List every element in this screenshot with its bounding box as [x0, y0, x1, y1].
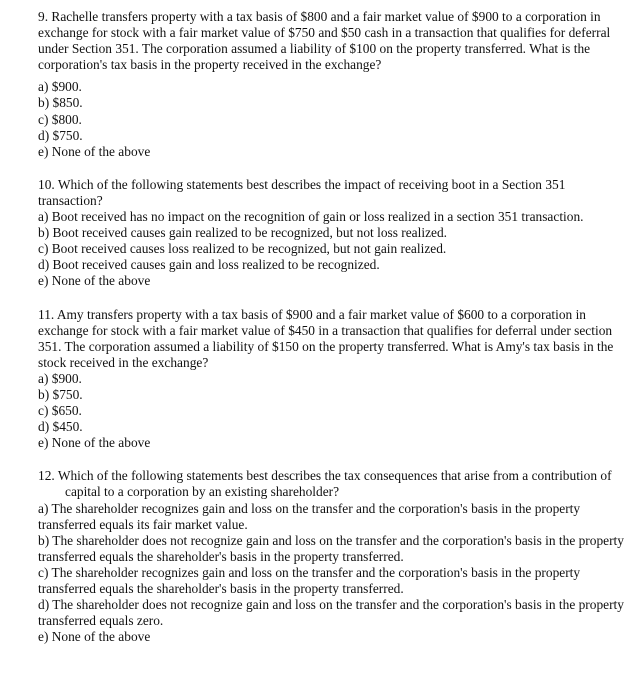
question-9-option-a: a) $900. [38, 79, 82, 95]
question-9-option-d: d) $750. [38, 127, 83, 143]
question-12-option-c: c) The shareholder recognizes gain and loss on the transfer and the corporation's basis in the property transferred equals the shareholder's basis in the property transferred. [38, 564, 581, 596]
question-11-option-b: b) $750. [38, 386, 83, 402]
question-10-options [38, 209, 628, 289]
question-11-option-c: c) $650. [38, 403, 82, 419]
question-12-stem: 12. Which of the following statements best describes the tax consequences that arise from a contribution of capital to a corporation by an existing shareholder? [38, 468, 612, 500]
question-12 [38, 468, 628, 645]
question-9-option-b: b) $850. [38, 95, 83, 111]
question-12-option-b: b) The shareholder does not recognize gain and loss on the transfer and the corporation's basis in the property transferred equals the shareholder's basis in the property transferred. [38, 532, 624, 564]
question-10-option-b: b) Boot received causes gain realized to be recognized, but not loss realized. [38, 225, 447, 241]
question-10-option-a: a) Boot received has no impact on the recognition of gain or loss realized in a section 351 transaction. [38, 209, 584, 225]
question-9-stem: 9. Rachelle transfers property with a tax basis of $800 and a fair market value of $900 to a corporation in exchange for stock with a fair market value of $750 and $50 cash in a transaction that qualifies for deferral under Section 351. The corporation assumed a liability of $100 on the property transferred. What is the corporation's tax basis in the property received in the exchange? [38, 9, 611, 73]
question-12-option-e: e) None of the above [38, 629, 151, 645]
document-page [38, 9, 628, 645]
question-12-options [38, 501, 628, 646]
question-10-option-d: d) Boot received causes gain and loss realized to be recognized. [38, 257, 380, 273]
question-11-options [38, 371, 628, 451]
question-11-option-d: d) $450. [38, 419, 83, 435]
question-11-option-a: a) $900. [38, 370, 82, 386]
question-12-option-d: d) The shareholder does not recognize gain and loss on the transfer and the corporation's basis in the property transferred equals zero. [38, 597, 624, 629]
question-11 [38, 307, 628, 452]
question-10-option-e: e) None of the above [38, 273, 151, 289]
question-10-option-c: c) Boot received causes loss realized to be recognized, but not gain realized. [38, 241, 447, 257]
question-11-option-e: e) None of the above [38, 435, 151, 451]
question-10-stem: 10. Which of the following statements best describes the impact of receiving boot in a Section 351 transaction? [38, 176, 566, 208]
question-9-option-c: c) $800. [38, 111, 82, 127]
question-11-stem: 11. Amy transfers property with a tax basis of $900 and a fair market value of $600 to a corporation in exchange for stock with a fair market value of $450 in a transaction that qualifies for deferral under section 351. The corporation assumed a liability of $150 on the property transferred. What is Amy's tax basis in the stock received in the exchange? [38, 306, 614, 370]
question-9-options [38, 79, 628, 159]
question-9-option-e: e) None of the above [38, 143, 151, 159]
question-12-option-a: a) The shareholder recognizes gain and loss on the transfer and the corporation's basis in the property transferred equals its fair market value. [38, 500, 581, 532]
question-9 [38, 9, 628, 160]
question-10 [38, 177, 628, 290]
